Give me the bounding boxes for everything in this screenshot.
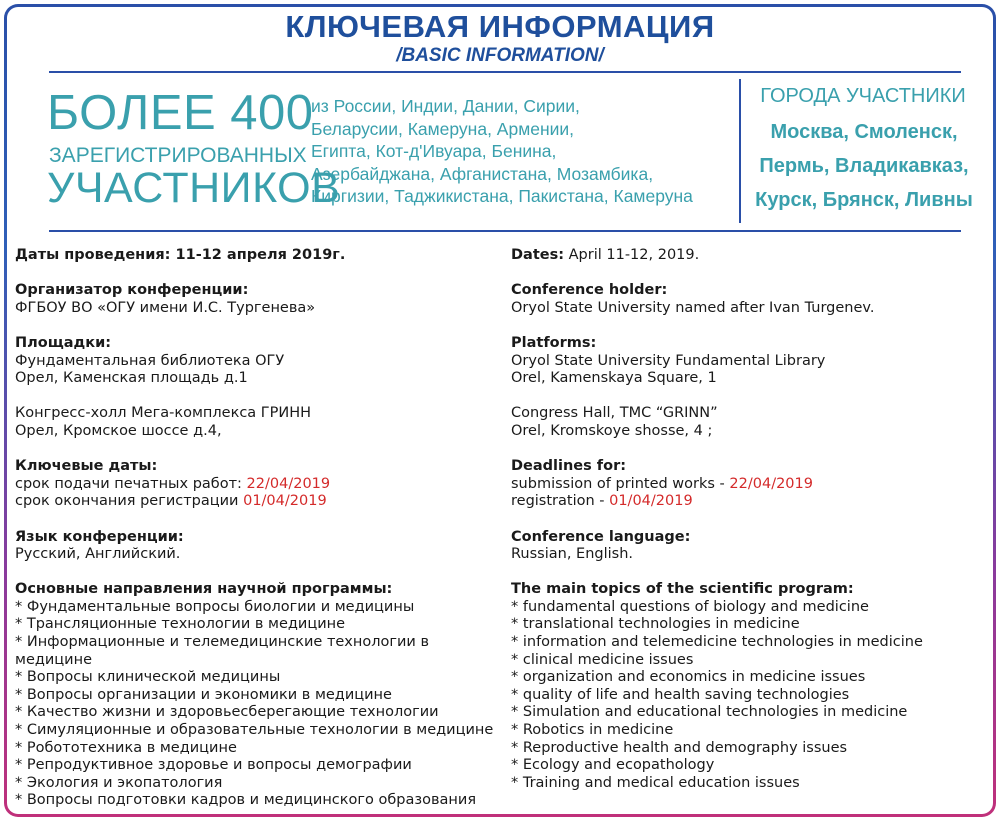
ru-topic-item: * Фундаментальные вопросы биологии и медицины (15, 598, 415, 615)
russian-column (15, 247, 505, 810)
ru-topic-item: * Робототехника в медицине (15, 739, 237, 756)
cities-list (747, 115, 981, 217)
cities-line: Курск, Брянск, Ливны (755, 189, 973, 211)
ru-reg-deadline (15, 493, 505, 511)
en-platforms-block (511, 335, 991, 388)
ru-topic-item: * Экология и экопатология (15, 774, 223, 791)
ru-topics-block (15, 581, 505, 810)
ru-print-deadline-date: 22/04/2019 (246, 475, 331, 492)
ru-reg-deadline-text: срок окончания регистрации (15, 493, 244, 510)
ru-reg-deadline-date: 01/04/2019 (243, 493, 327, 510)
en-platforms-label: Platforms: (511, 334, 597, 351)
participants-registered: ЗАРЕГИСТРИРОВАННЫХ (49, 144, 307, 167)
en-platform2-address: Orel, Kromskoye shosse, 4 ; (511, 422, 713, 439)
en-topic-item: * Ecology and ecopathology (511, 757, 715, 774)
countries-line: Беларусии, Камеруна, Армении, (311, 118, 575, 139)
ru-topic-item: * Трансляционные технологии в медицине (15, 616, 346, 633)
en-holder-label: Conference holder: (511, 282, 668, 299)
ru-organizer-label: Организатор конференции: (15, 282, 249, 299)
en-printed-deadline (511, 476, 991, 494)
cities-line: Пермь, Владикавказ, (759, 155, 969, 177)
countries-line: из России, Индии, Дании, Сирии, (311, 96, 580, 116)
en-holder-value: Oryol State University named after Ivan Turgenev. (511, 299, 875, 316)
ru-venue2-name: Конгресс-холл Мега-комплекса ГРИНН (15, 405, 312, 422)
en-platform1-name: Oryol State University Fundamental Library (511, 352, 826, 369)
ru-topic-item: * Репродуктивное здоровье и вопросы демографии (15, 757, 412, 774)
en-platform2-block (511, 405, 991, 440)
en-topic-item: * clinical medicine issues (511, 651, 694, 668)
en-dates-value: April 11-12, 2019. (564, 247, 700, 263)
bottom-divider (49, 230, 961, 232)
ru-venue2-address: Орел, Кромское шоссе д.4, (15, 422, 222, 439)
cities-divider (739, 79, 741, 223)
ru-topic-item: * Вопросы подготовки кадров и медицинского образования (15, 792, 477, 809)
ru-language-value: Русский, Английский. (15, 546, 181, 563)
en-dates (511, 247, 991, 265)
ru-topic-item: * Информационные и телемедицинские технологии в (15, 634, 430, 651)
en-deadlines-label: Deadlines for: (511, 458, 627, 475)
ru-venue1-address: Орел, Каменская площадь д.1 (15, 370, 248, 387)
en-printed-date: 22/04/2019 (729, 475, 813, 492)
ru-topics-label: Основные направления научной программы: (15, 581, 393, 598)
ru-topic-item: * Симуляционные и образовательные технологии в медицине (15, 722, 494, 739)
en-topic-item: * Simulation and educational technologies in medicine (511, 704, 908, 721)
en-topics-label: The main topics of the scientific program: (511, 581, 854, 598)
ru-venue2-block (15, 405, 505, 440)
page-title: КЛЮЧЕВАЯ ИНФОРМАЦИЯ (285, 9, 715, 44)
en-printed-text: submission of printed works - (511, 475, 730, 492)
ru-venues-block (15, 335, 505, 388)
en-topic-item: * Robotics in medicine (511, 722, 674, 739)
ru-organizer-block (15, 282, 505, 317)
en-topic-item: * fundamental questions of biology and medicine (511, 598, 869, 615)
ru-venues-label: Площадки: (15, 334, 112, 351)
en-topic-item: * information and telemedicine technologies in medicine (511, 634, 923, 651)
en-registration-date: 01/04/2019 (609, 493, 693, 510)
cities-line: Москва, Смоленск, (770, 121, 958, 143)
page-content (7, 7, 993, 814)
en-language-block (511, 529, 991, 564)
participants-count: БОЛЕЕ 400 (47, 86, 314, 140)
ru-topic-item: * Качество жизни и здоровьесберегающие технологии (15, 704, 439, 721)
en-topic-item: * Training and medical education issues (511, 774, 800, 791)
en-platform1-address: Orel, Kamenskaya Square, 1 (511, 370, 717, 387)
ru-dates: Даты проведения: 11-12 апреля 2019г. (15, 247, 346, 263)
countries-line: Азербайджана, Афганистана, Мозамбика, (311, 163, 654, 184)
cities-heading: ГОРОДА УЧАСТНИКИ (760, 85, 966, 107)
en-dates-label: Dates: (511, 247, 565, 263)
en-registration-deadline (511, 493, 991, 511)
en-holder-block (511, 282, 991, 317)
english-column (511, 247, 991, 792)
countries-line: Египта, Кот-д'Ивуара, Бенина, (311, 141, 557, 161)
countries-line: Киргизии, Таджикистана, Пакистана, Камеруна (311, 186, 693, 206)
ru-key-dates-block (15, 458, 505, 511)
ru-topic-item: медицине (15, 651, 93, 668)
page-subtitle: /BASIC INFORMATION/ (396, 45, 604, 66)
en-language-label: Conference language: (511, 528, 691, 545)
en-topics-block (511, 581, 991, 792)
ru-print-deadline (15, 476, 505, 494)
ru-venue1-name: Фундаментальная библиотека ОГУ (15, 352, 285, 369)
en-platform2-name: Congress Hall, TMC “GRINN” (511, 405, 718, 422)
ru-language-label: Язык конференции: (15, 528, 184, 545)
en-language-value: Russian, English. (511, 546, 634, 563)
en-deadlines-block (511, 458, 991, 511)
ru-topic-item: * Вопросы организации и экономики в медицине (15, 686, 392, 703)
page-frame (4, 4, 996, 817)
en-topic-item: * translational technologies in medicine (511, 616, 800, 633)
en-topic-item: * Reproductive health and demography issues (511, 739, 848, 756)
en-topic-item: * organization and economics in medicine issues (511, 669, 866, 686)
ru-language-block (15, 529, 505, 564)
ru-key-dates-label: Ключевые даты: (15, 458, 158, 475)
ru-print-deadline-text: срок подачи печатных работ: (15, 475, 247, 492)
ru-organizer-value: ФГБОУ ВО «ОГУ имени И.С. Тургенева» (15, 299, 316, 316)
top-divider (49, 71, 961, 73)
ru-topic-item: * Вопросы клинической медицины (15, 669, 281, 686)
en-topic-item: * quality of life and health saving technologies (511, 686, 850, 703)
en-registration-text: registration - (511, 493, 610, 510)
participants-word: УЧАСТНИКОВ (47, 164, 341, 212)
countries-list (311, 95, 741, 208)
